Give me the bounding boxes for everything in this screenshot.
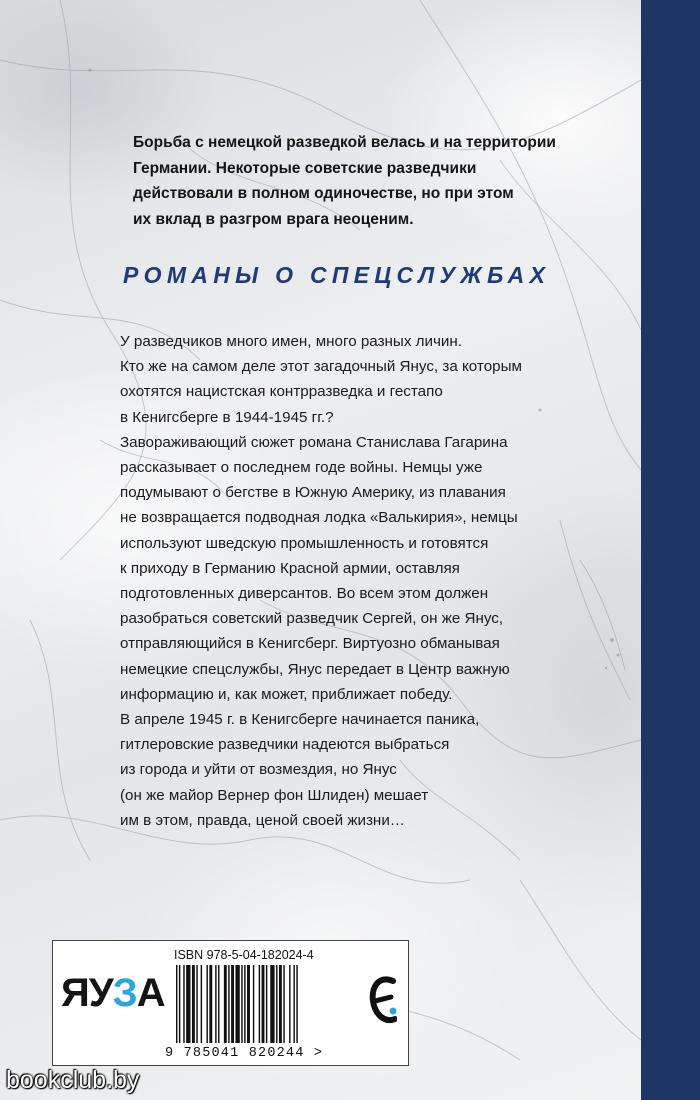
spine-stripe — [641, 0, 700, 1100]
annotation-line: используют шведскую промышленность и готовятся — [120, 534, 489, 552]
barcode-digits: 9 785041 820244 > — [165, 1046, 324, 1061]
lead-line: Германии. Некоторые советские разведчики — [133, 159, 477, 177]
series-title: РОМАНЫ О СПЕЦСЛУЖБАХ — [123, 262, 551, 288]
annotation-text — [120, 329, 600, 833]
annotation-line: подготовленных диверсантов. Во всем этом должен — [120, 585, 489, 603]
eksmo-logo-icon — [369, 971, 397, 1031]
barcode-panel — [52, 940, 409, 1066]
annotation-line: (он же майор Вернер фон Шлиден) мешает — [120, 786, 429, 804]
annotation-line: не возвращается подводная лодка «Валькирия», немцы — [120, 509, 518, 527]
isbn-label: ISBN 978-5-04-182024-4 — [174, 948, 314, 962]
site-watermark: bookclub.by — [6, 1066, 140, 1094]
lead-paragraph — [133, 130, 603, 232]
annotation-line: рассказывает о последнем годе войны. Немцы уже — [120, 459, 483, 477]
annotation-line: в Кенигсберге в 1944-1945 гг.? — [120, 408, 334, 426]
annotation-line: информацию и, как может, приближает победу. — [120, 685, 453, 703]
annotation-line: охотятся нацистская контрразведка и гестапо — [120, 383, 443, 401]
annotation-line: им в этом, правда, ценой своей жизни… — [120, 811, 405, 829]
logo-text-prefix: ЯУ — [61, 971, 113, 1015]
annotation-line: У разведчиков много имен, много разных личин. — [120, 333, 463, 350]
annotation-line: В апреле 1945 г. в Кенигсберге начинается паника, — [120, 711, 480, 729]
annotation-line: разобраться советский разведчик Сергей, он же Янус, — [120, 610, 504, 628]
lead-line: действовали в полном одиночестве, но при этом — [133, 185, 514, 202]
annotation-line: из города и уйти от возмездия, но Янус — [120, 761, 397, 779]
lead-line: Борьба с немецкой разведкой велась и на территории — [133, 134, 556, 151]
annotation-line: Завораживающий сюжет романа Станислава Гагарина — [120, 433, 508, 451]
annotation-line: к приходу в Германию Красной армии, оставляя — [120, 559, 460, 577]
yauza-logo — [61, 971, 165, 1016]
annotation-line: отправляющийся в Кенигсберг. Виртуозно обманывая — [120, 635, 500, 653]
annotation-line: немецкие спецслужбы, Янус передает в Центр важную — [120, 660, 510, 678]
annotation-line: подумывают о бегстве в Южную Америку, из плавания — [120, 484, 506, 502]
annotation-line: гитлеровские разведчики надеются выбраться — [120, 736, 450, 754]
lead-line: их вклад в разгром врага неоценим. — [133, 210, 414, 228]
annotation-line: Кто же на самом деле этот загадочный Янус, за которым — [120, 358, 522, 376]
logo-text-accent: З — [112, 971, 137, 1015]
barcode-icon — [174, 965, 356, 1045]
logo-text-suffix: А — [136, 971, 165, 1015]
